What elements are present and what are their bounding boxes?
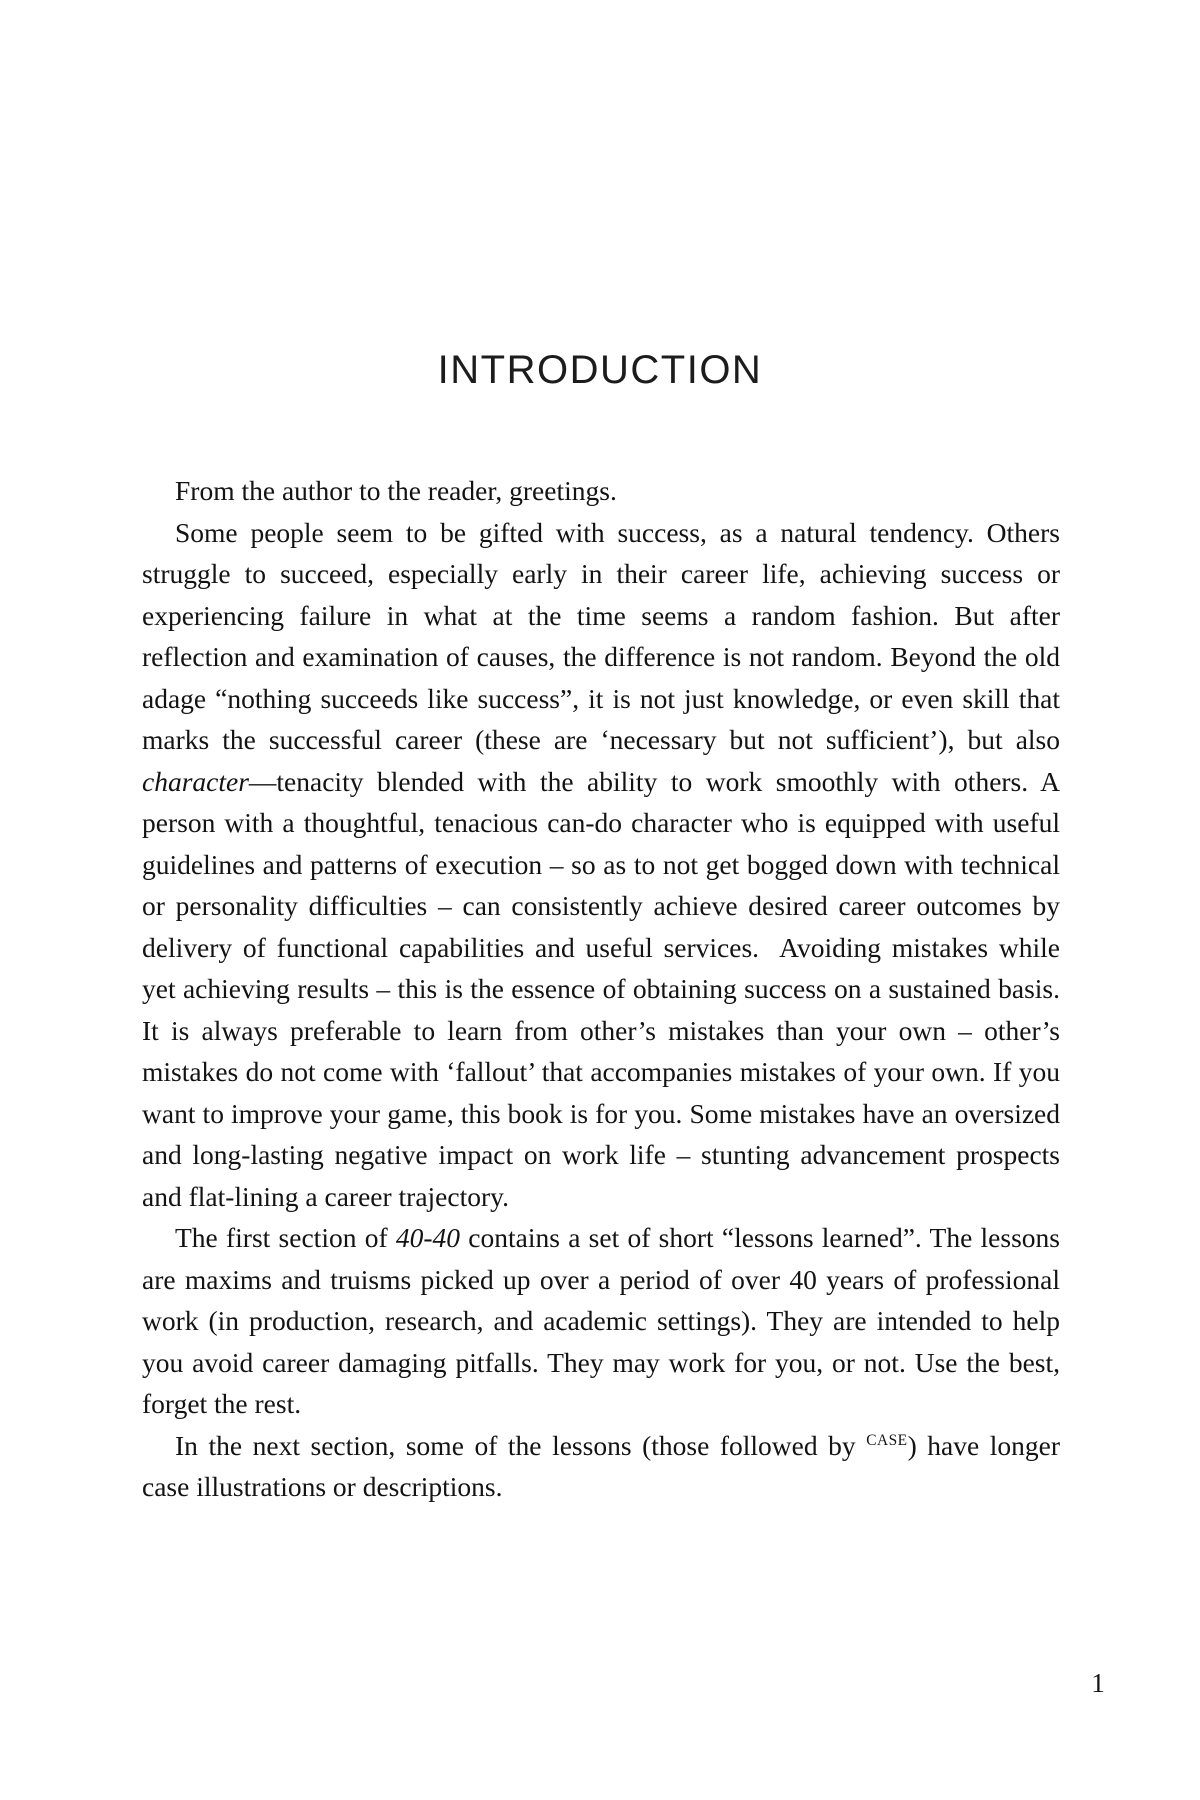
- paragraph-segment-italic: 40-40: [395, 1222, 461, 1253]
- chapter-title: INTRODUCTION: [437, 347, 763, 392]
- paragraph-segment-italic: character: [142, 765, 249, 797]
- paragraph-segment-superscript: CASE: [866, 1431, 908, 1449]
- paragraph-segment: Some people seem to be gifted with success, as a natural tendency. Others struggle to succeed, especially early in their career life, achieving success or experiencing failure in what at the time seems a random fashion. But after reflection and examination of causes, the difference is not random. Beyond the old adage “nothing succeeds like success”, it is not just knowledge, or even skill that marks the successful career (these are ‘necessary but not sufficient’), but also: [142, 516, 1067, 755]
- paragraph-segment: ) have longer case illustrations or descriptions.: [142, 1429, 1067, 1502]
- page-number: 1: [1091, 1668, 1105, 1698]
- paragraph-segment: contains a set of short “lessons learned”. The lessons are maxims and truisms picked up over a period of over 40 years of professional work (in production, research, and academic settings). They are intended to help you avoid career damaging pitfalls. They may work for you, or not. Use the best, forget the rest.: [142, 1222, 1067, 1419]
- paragraph-segment: The first section of: [175, 1222, 396, 1253]
- paragraph-segment: In the next section, some of the lessons (those followed by: [175, 1429, 867, 1461]
- paragraph: [142, 512, 1067, 1218]
- paragraph: [142, 1217, 1067, 1425]
- paragraph: [142, 1425, 1067, 1508]
- paragraph-segment: From the author to the reader, greetings.: [175, 475, 617, 506]
- body-paragraphs: [142, 470, 1067, 1508]
- paragraph: [142, 470, 1060, 512]
- paragraph-segment: —tenacity blended with the ability to work smoothly with others. A person with a thoughtful, tenacious can-do character who is equipped with useful guidelines and patterns of execution – so as to not get bogged down with technical or personality difficulties – can consistently achieve desired career outcomes by delivery of functional capabilities and useful services. Avoiding mistakes while yet achieving results – this is the essence of obtaining success on a sustained basis. It is always preferable to learn from other’s mistakes than your own – other’s mistakes do not come with ‘fallout’ that accompanies mistakes of your own. If you want to improve your game, this book is for you. Some mistakes have an oversized and long-lasting negative impact on work life – stunting advancement prospects and flat-lining a career trajectory.: [142, 765, 1067, 1212]
